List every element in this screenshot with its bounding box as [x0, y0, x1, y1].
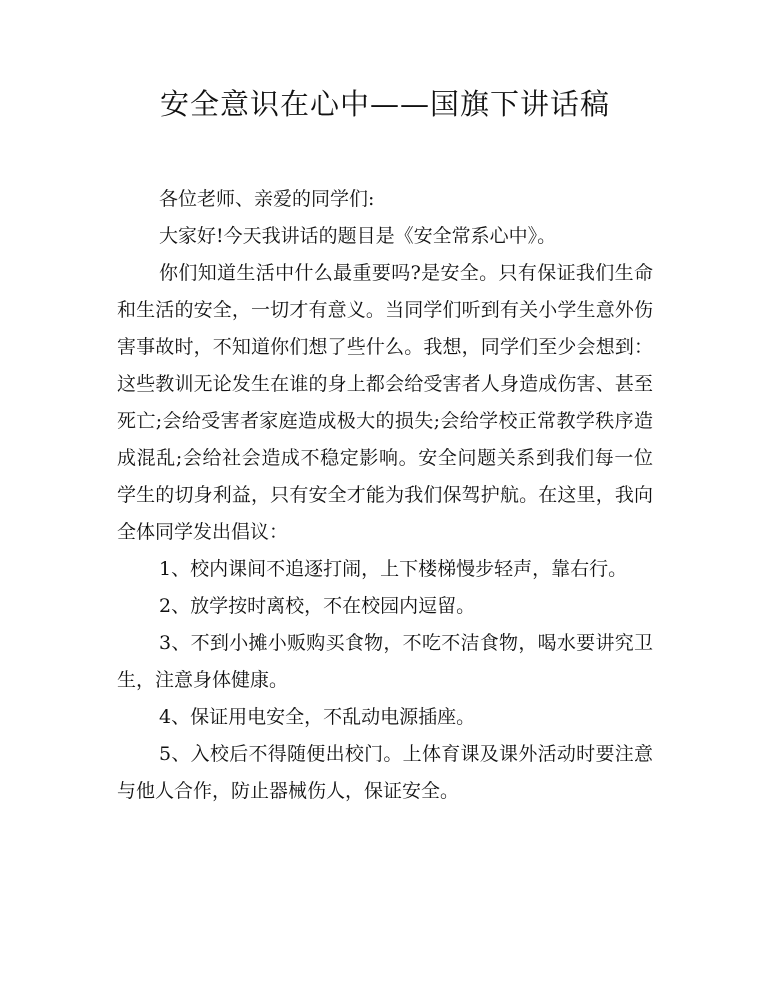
- paragraph-main: 你们知道生活中什么最重要吗?是安全。只有保证我们生命和生活的安全，一切才有意义。当同学们听到有关小学生意外伤害事故时，不知道你们想了些什么。我想，同学们至少会想到：这些教训无论发生在谁的身上都会给受害者人身造成伤害、甚至死亡;会给受害者家庭造成极大的损失;会给学校正常教学秩序造成混乱;会给社会造成不稳定影响。安全问题关系到我们每一位学生的切身利益，只有安全才能为我们保驾护航。在这里，我向全体同学发出倡议：: [117, 262, 653, 543]
- page-title: 安全意识在心中——国旗下讲话稿: [159, 87, 610, 121]
- paragraph-item-2: 2、放学按时离校，不在校园内逗留。: [159, 595, 476, 617]
- paragraph-item-4: 4、保证用电安全，不乱动电源插座。: [159, 706, 476, 728]
- paragraph-topic: 大家好!今天我讲话的题目是《安全常系心中》。: [159, 225, 557, 247]
- paragraph-greeting: 各位老师、亲爱的同学们:: [159, 188, 375, 210]
- paragraph-item-3: 3、不到小摊小贩购买食物，不吃不洁食物，喝水要讲究卫生，注意身体健康。: [117, 632, 653, 691]
- document-body: [117, 181, 653, 810]
- paragraph-item-1: 1、校内课间不追逐打闹，上下楼梯慢步轻声，靠右行。: [159, 558, 628, 580]
- paragraph-item-5: 5、入校后不得随便出校门。上体育课及课外活动时要注意与他人合作，防止器械伤人，保证安全。: [117, 743, 653, 802]
